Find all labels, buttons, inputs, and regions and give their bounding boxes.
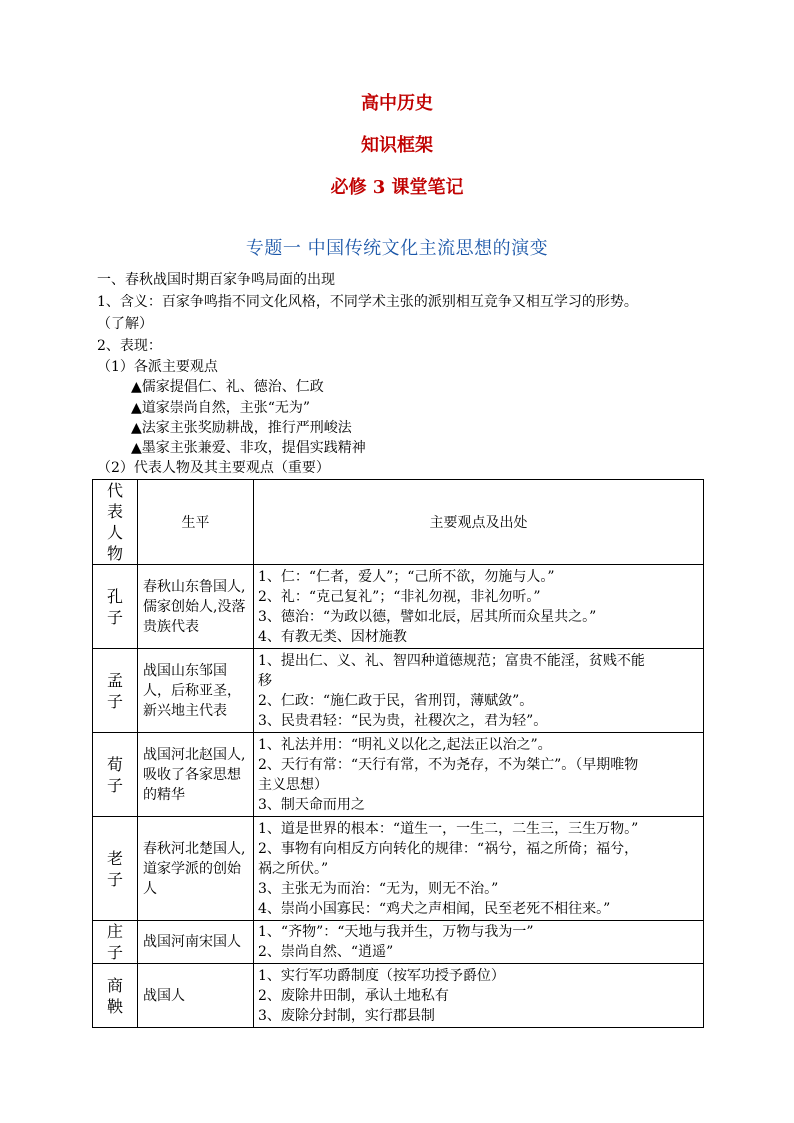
view-line: 1、仁：“仁者，爱人”；“己所不欲，勿施与人。”	[258, 568, 555, 585]
name-char: 庄	[106, 922, 123, 941]
thinker-name	[93, 964, 138, 1028]
thinker-views	[254, 649, 704, 733]
view-line: 1、提出仁、义、礼、智四种道德规范；富贵不能淫，贫贱不能	[258, 652, 645, 669]
view-line: 3、民贵君轻：“民为贵，社稷次之，君为轻”。	[258, 712, 548, 729]
name-char: 子	[106, 775, 123, 795]
thinker-name	[93, 921, 138, 964]
thinker-views	[254, 817, 704, 921]
thinker-life: 战国人	[138, 964, 254, 1028]
table-row	[93, 649, 704, 733]
body-line: 1、含义：百家争鸣指不同文化风格，不同学术主张的派别相互竞争又相互学习的形势。	[97, 294, 638, 310]
thinker-views	[254, 565, 704, 649]
header-char: 人	[106, 523, 123, 542]
view-line: 2、事物有向相反方向转化的规律：“祸兮，福之所倚；福兮，	[258, 840, 639, 857]
thinker-life: 战国河北赵国人,吸收了各家思想的精华	[138, 733, 254, 817]
thinker-life: 春秋河北楚国人,道家学派的创始人	[138, 817, 254, 921]
doc-course-title: 必修 3 课堂笔记	[330, 177, 464, 198]
table-header-row	[93, 480, 704, 565]
bullet-item: ▲儒家提倡仁、礼、德治、仁政	[131, 379, 324, 395]
view-line: 4、崇尚小国寡民：“鸡犬之声相闻，民至老死不相往来。”	[258, 900, 611, 917]
name-char: 商	[106, 975, 123, 995]
view-line: 2、崇尚自然、“逍遥”	[258, 944, 394, 960]
view-line: 1、实行军功爵制度（按军功授予爵位）	[258, 967, 505, 984]
section-heading: 一、春秋战国时期百家争鸣局面的出现	[97, 272, 335, 288]
thinker-life: 战国河南宋国人	[138, 921, 254, 964]
name-char: 荀	[106, 754, 123, 774]
view-line: 2、礼：“克己复礼”；“非礼勿视，非礼勿听。”	[258, 588, 541, 605]
body-line: （了解）	[97, 316, 153, 332]
name-char: 老	[106, 848, 123, 868]
view-line: 3、德治：“为政以德，譬如北辰，居其所而众星共之。”	[258, 608, 597, 625]
chapter-heading: 专题一 中国传统文化主流思想的演变	[245, 238, 549, 259]
header-life: 生平	[138, 480, 254, 565]
name-char: 子	[106, 691, 123, 711]
thinker-name	[93, 817, 138, 921]
name-char: 子	[106, 869, 123, 889]
thinkers-table	[92, 479, 704, 1028]
body-line: 2、表现：	[97, 338, 162, 354]
thinker-name	[93, 565, 138, 649]
header-char: 表	[106, 502, 123, 521]
view-line: 移	[258, 672, 272, 689]
thinker-name	[93, 733, 138, 817]
thinker-name	[93, 649, 138, 733]
table-row	[93, 565, 704, 649]
view-line: 1、道是世界的根本：“道生一，一生二，二生三，三生万物。”	[258, 820, 639, 837]
view-line: 1、礼法并用：“明礼义以化之,起法正以治之”。	[258, 736, 552, 753]
thinker-life: 春秋山东鲁国人,儒家创始人,没落贵族代表	[138, 565, 254, 649]
table-row	[93, 817, 704, 921]
name-char: 子	[106, 607, 123, 627]
body-line: （1）各派主要观点	[97, 359, 218, 375]
view-line: 3、主张无为而治：“无为，则无不治。”	[258, 880, 499, 897]
thinker-life: 战国山东邹国人，后称亚圣，新兴地主代表	[138, 649, 254, 733]
header-views: 主要观点及出处	[254, 480, 704, 565]
name-char: 鞅	[106, 996, 123, 1016]
table-row	[93, 733, 704, 817]
view-line: 2、仁政：“施仁政于民，省刑罚，薄赋敛”。	[258, 692, 534, 709]
thinker-views	[254, 921, 704, 964]
bullet-item: ▲道家崇尚自然，主张“无为”	[131, 400, 311, 416]
view-line: 2、天行有常：“天行有常，不为尧存，不为桀亡”。（早期唯物	[258, 756, 639, 773]
body-line: （2）代表人物及其主要观点（重要）	[97, 460, 330, 476]
view-line: 3、制天命而用之	[258, 796, 365, 813]
header-representative	[93, 480, 138, 565]
view-line: 祸之所伏。”	[258, 860, 329, 877]
doc-title: 高中历史	[361, 93, 433, 114]
view-line: 主义思想）	[258, 776, 328, 793]
view-line: 2、废除井田制，承认土地私有	[258, 987, 449, 1004]
table-row	[93, 921, 704, 964]
name-char: 孟	[106, 670, 123, 690]
name-char: 子	[106, 943, 123, 962]
view-line: 3、废除分封制，实行郡县制	[258, 1007, 435, 1024]
table-row	[93, 964, 704, 1028]
thinker-views	[254, 733, 704, 817]
header-char: 物	[106, 544, 123, 563]
bullet-item: ▲墨家主张兼爱、非攻，提倡实践精神	[131, 440, 366, 456]
name-char: 孔	[106, 586, 123, 606]
view-line: 4、有教无类、因材施教	[258, 628, 407, 645]
doc-subtitle: 知识框架	[361, 135, 433, 156]
view-line: 1、“齐物”：“天地与我并生，万物与我为一”	[258, 924, 534, 940]
thinker-views	[254, 964, 704, 1028]
header-char: 代	[106, 481, 123, 500]
bullet-item: ▲法家主张奖励耕战，推行严刑峻法	[131, 420, 352, 436]
